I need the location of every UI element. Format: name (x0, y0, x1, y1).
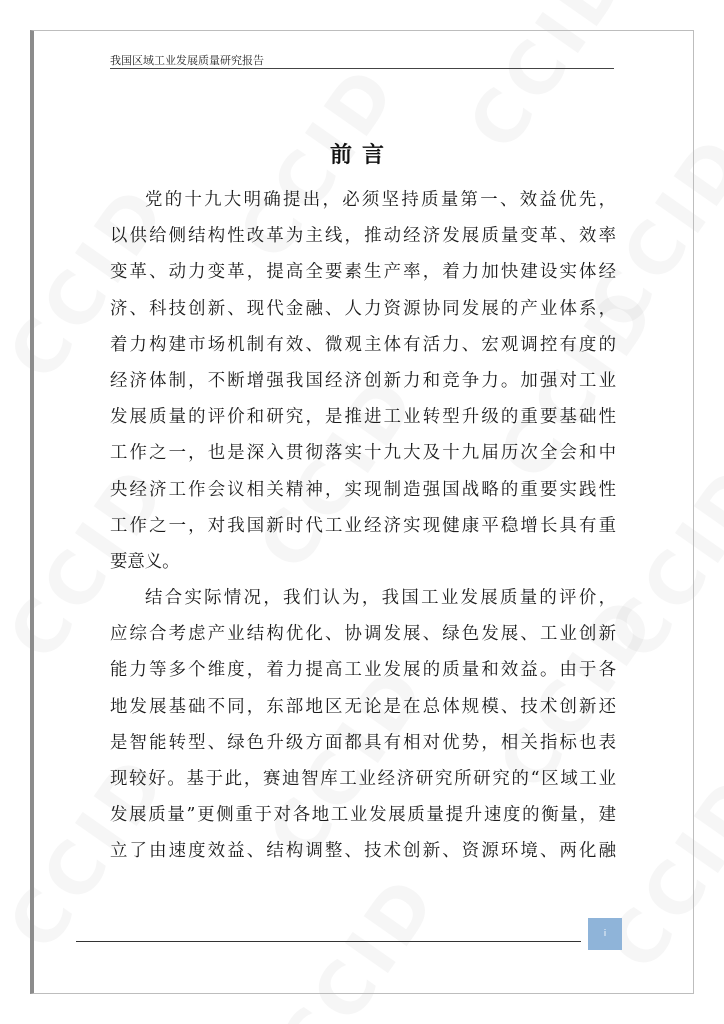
text-line: 工作之一，对我国新时代工业经济实现健康平稳增长具有重 (110, 515, 616, 536)
text-line: 着力构建市场机制有效、微观主体有活力、宏观调控有度的 (110, 334, 616, 355)
running-header: 我国区域工业发展质量研究报告 (110, 54, 264, 67)
body-text (110, 182, 616, 870)
text-line: 发展质量的评价和研究，是推进工业转型升级的重要基础性 (110, 407, 616, 428)
text-line: 立了由速度效益、结构调整、技术创新、资源环境、两化融 (110, 841, 616, 862)
header-divider (110, 68, 614, 69)
text-line: 结合实际情况，我们认为，我国工业发展质量的评价， (145, 588, 616, 609)
text-line: 央经济工作会议相关精神，实现制造强国战略的重要实践性 (110, 479, 616, 500)
text-line: 济、科技创新、现代金融、人力资源协同发展的产业体系， (110, 298, 616, 319)
text-line: 经济体制，不断增强我国经济创新力和竞争力。加强对工业 (110, 370, 616, 391)
text-line: 地发展基础不同，东部地区无论是在总体规模、技术创新还 (110, 696, 616, 717)
section-title: 前言 (329, 142, 394, 168)
text-line: 工作之一，也是深入贯彻落实十九大及十九届历次全会和中 (110, 443, 616, 464)
text-line: 党的十九大明确提出，必须坚持质量第一、效益优先， (145, 190, 616, 210)
footer-divider (76, 941, 581, 942)
text-line: 以供给侧结构性改革为主线，推动经济发展质量变革、效率 (110, 226, 616, 247)
text-line: 变革、动力变革，提高全要素生产率，着力加快建设实体经 (110, 262, 616, 283)
text-line: 应综合考虑产业结构优化、协调发展、绿色发展、工业创新 (110, 624, 616, 645)
text-line: 要意义。 (110, 551, 180, 572)
text-line: 发展质量”更侧重于对各地工业发展质量提升速度的衡量，建 (110, 805, 616, 826)
text-line: 是智能转型、绿色升级方面都具有相对优势，相关指标也表 (110, 732, 616, 753)
text-line: 能力等多个维度，着力提高工业发展的质量和效益。由于各 (110, 660, 616, 681)
text-line: 现较好。基于此，赛迪智库工业经济研究所研究的“区域工业 (110, 769, 616, 789)
page-number-badge: i (588, 918, 622, 950)
